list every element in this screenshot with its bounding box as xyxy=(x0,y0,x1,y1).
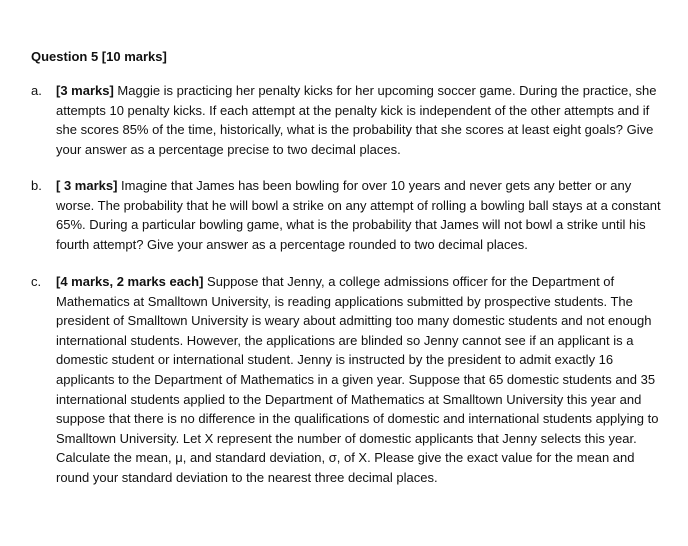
part-body xyxy=(56,176,661,254)
part-body xyxy=(56,81,661,159)
part-text: Maggie is practicing her penalty kicks for her upcoming soccer game. During the practice, she attempts 10 penalty kicks. If each attempt at the penalty kick is independent of the other attempts and if she scores 85% of the time, historically, what is the probability that she scores at least eight goals? Give your answer as a percentage precise to two decimal places. xyxy=(56,83,657,157)
part-text: Imagine that James has been bowling for over 10 years and never gets any better or any worse. The probability that he will bowl a strike on any attempt of rolling a bowling ball stays at a constant 65%. During a particular bowling game, what is the probability that James will not bowl a strike until his fourth attempt? Give your answer as a percentage rounded to two decimal places. xyxy=(56,178,661,252)
part-text: Suppose that Jenny, a college admissions officer for the Department of Mathematics at Smalltown University, is reading applications submitted by prospective students. The president of Smalltown University is weary about admitting too many domestic students and not enough international students. However, the applications are blinded so Jenny cannot see if an applicant is a domestic student or international student. Jenny is instructed by the president to admit exactly 16 applicants to the Department of Mathematics in a given year. Suppose that 65 domestic students and 35 international students applied to the Department of Mathematics at Smalltown University this year and suppose that there is no difference in the qualifications of domestic and international students applying to Smalltown University. Let X represent the number of domestic applicants that Jenny selects this year. Calculate the mean, μ, and standard deviation, σ, of X. Please give the exact value for the mean and round your standard deviation to the nearest three decimal places. xyxy=(56,274,659,485)
part-letter: a. xyxy=(31,83,42,98)
part-letter: c. xyxy=(31,274,42,289)
question-heading: Question 5 [10 marks] xyxy=(31,49,167,64)
question-part-b xyxy=(31,176,661,254)
part-letter: b. xyxy=(31,178,42,193)
part-marks: [3 marks] xyxy=(56,83,114,98)
part-marks: [ 3 marks] xyxy=(56,178,118,193)
part-marks: [4 marks, 2 marks each] xyxy=(56,274,204,289)
part-body xyxy=(56,272,661,488)
question-part-c xyxy=(31,272,661,488)
question-part-a xyxy=(31,81,661,159)
